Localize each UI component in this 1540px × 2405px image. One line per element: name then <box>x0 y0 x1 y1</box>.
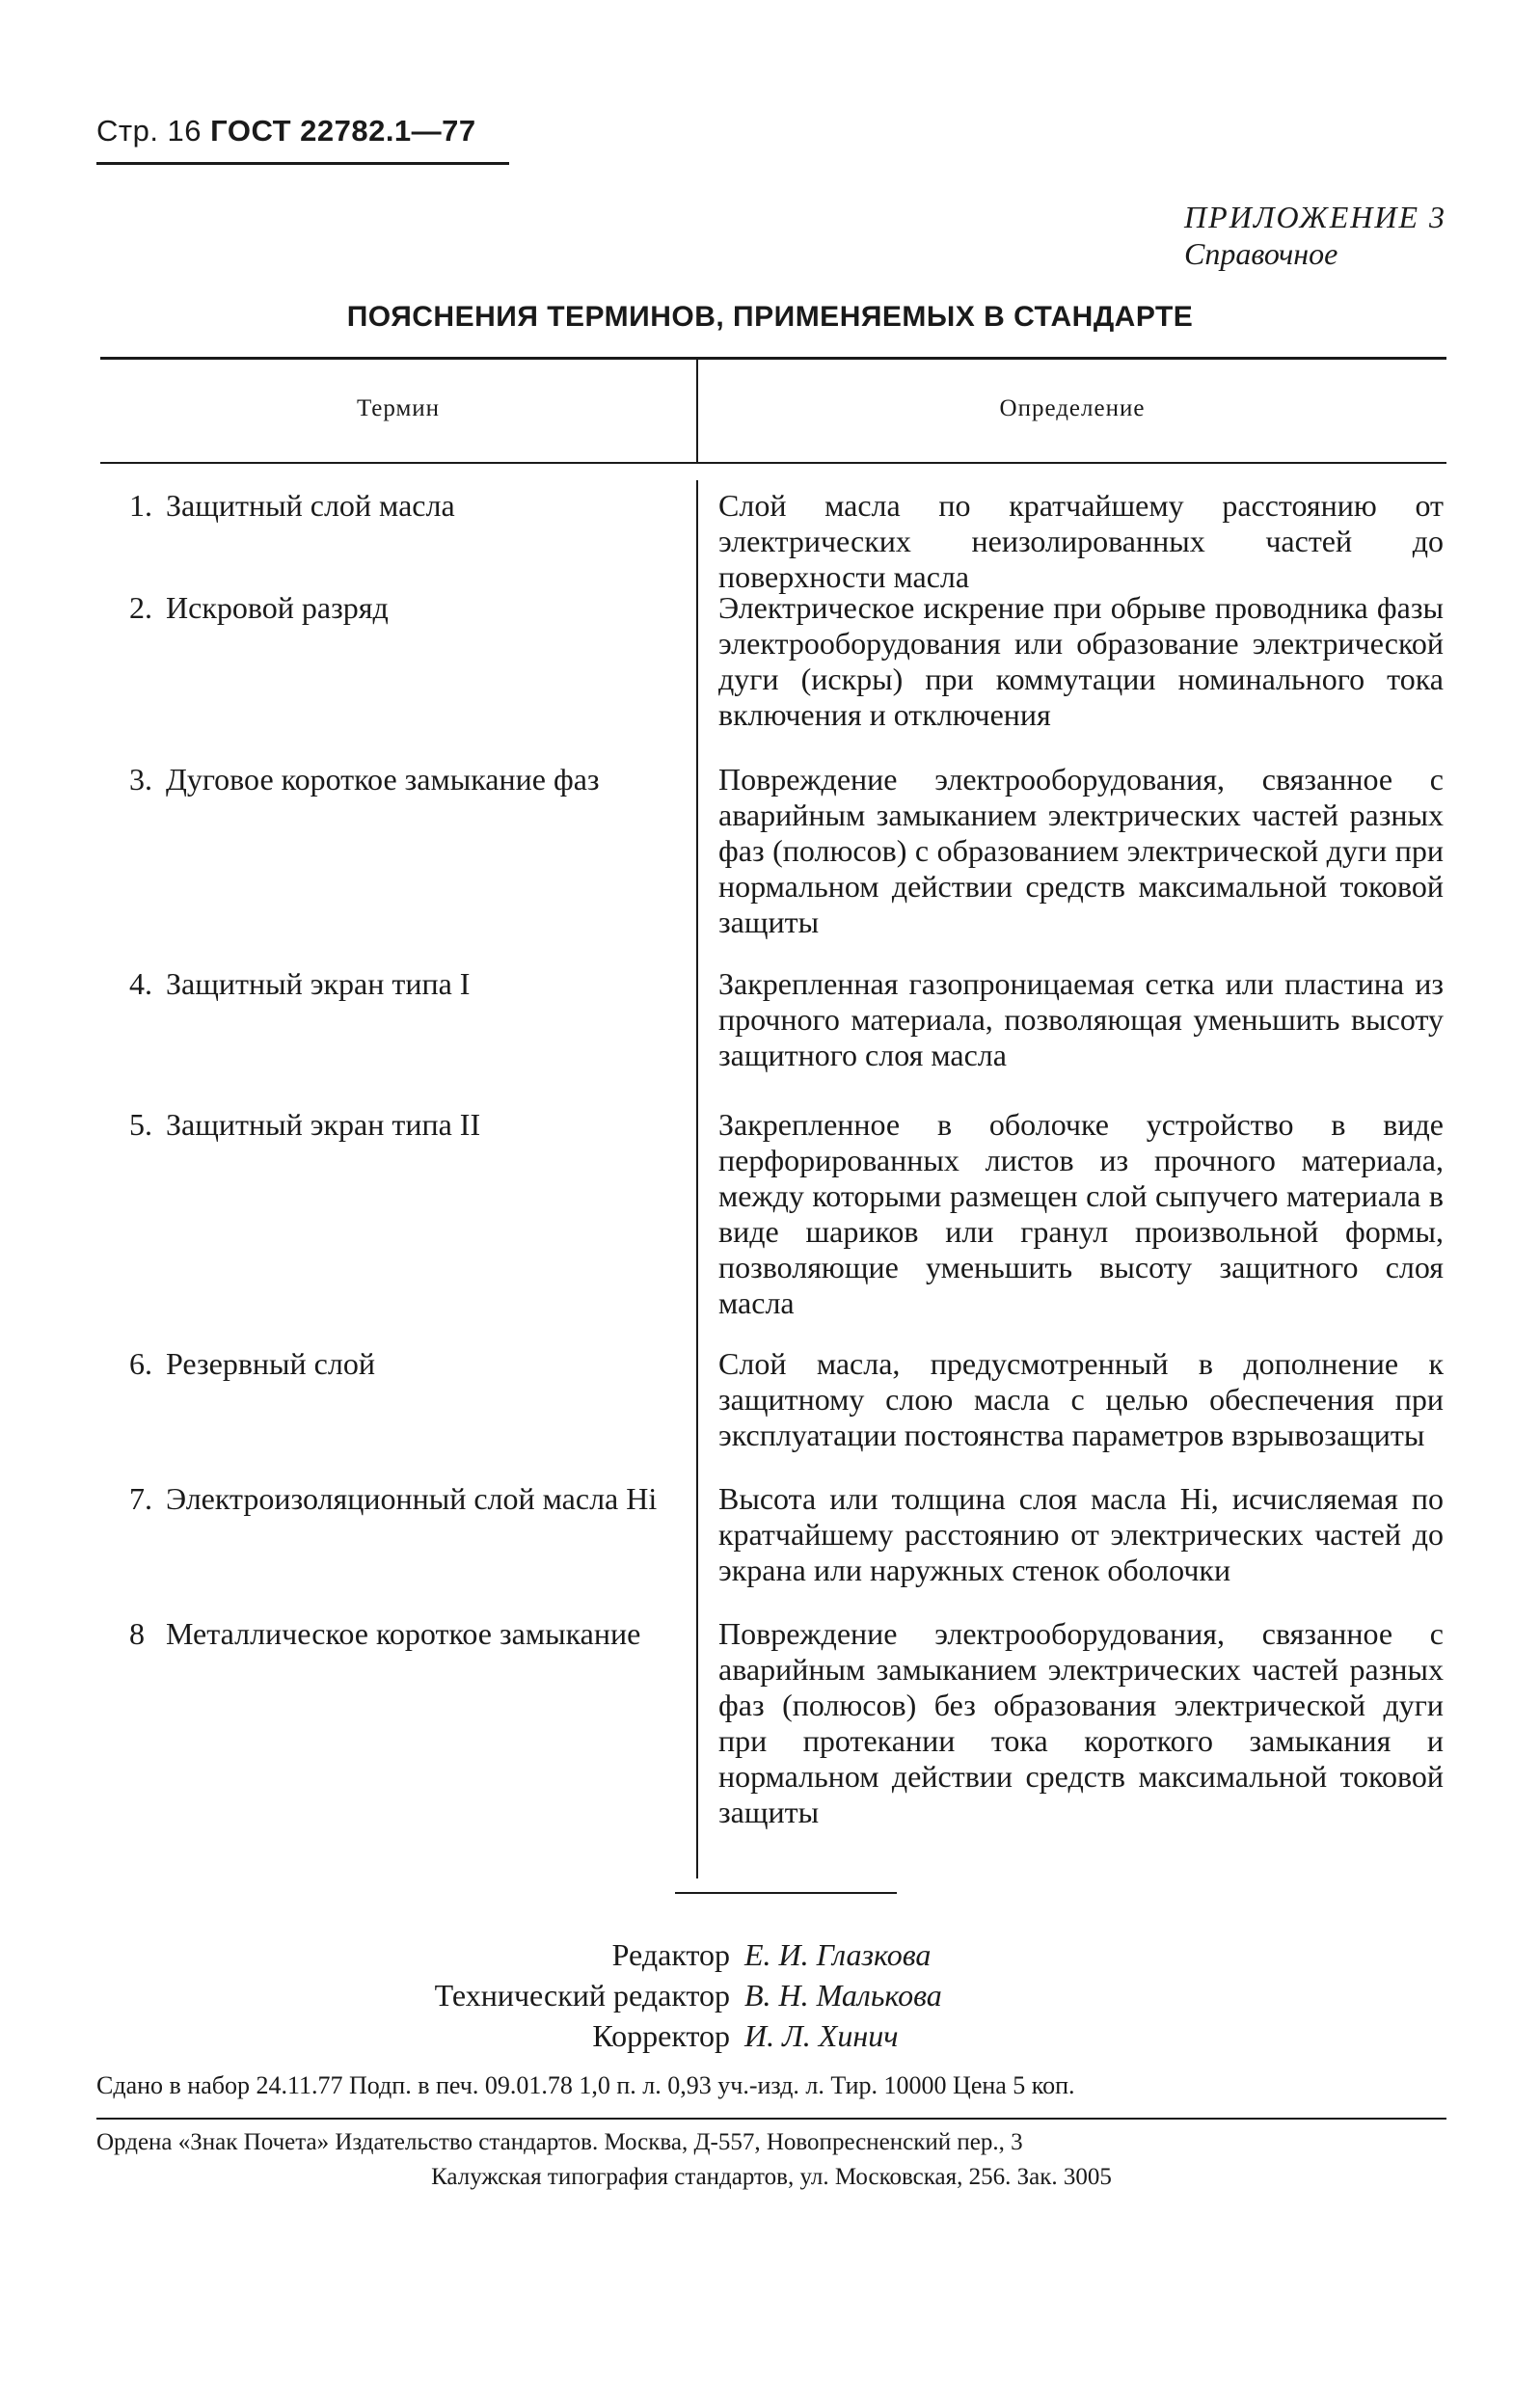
table-header-rule <box>100 462 1446 464</box>
definition-cell: Электрическое искрение при обрыве проводника фазы электрооборудования или образование электрической дуги (искры) при коммутации номинального тока включения и отключения <box>718 590 1444 732</box>
column-header-term: Термин <box>356 395 441 421</box>
term-cell <box>93 1616 666 1652</box>
term-text: Дуговое короткое замыкание фаз <box>166 762 600 797</box>
editors-block <box>0 1934 1540 2056</box>
term-cell <box>93 1346 666 1382</box>
imprint-line-3: Калужская типография стандартов, ул. Московская, 256. Зак. 3005 <box>431 2164 1112 2190</box>
term-cell <box>93 1481 666 1517</box>
term-cell <box>93 966 666 1002</box>
term-number: 1. <box>129 488 152 523</box>
definition-cell: Слой масла, предусмотренный в дополнение к защитному слою масла с целью обеспечения при эксплуатации постоянства параметров взрывозащиты <box>718 1346 1444 1452</box>
term-text: Защитный слой масла <box>166 488 455 523</box>
editor-name: В. Н. Малькова <box>744 1978 942 2013</box>
imprint-rule <box>96 2118 1446 2120</box>
editor-role: Редактор <box>611 1937 730 1972</box>
definition-cell: Повреждение электрооборудования, связанное с аварийным замыканием электрических частей разных фаз (полюсов) с образованием электрической дуги при нормальном действии средств максимальной токовой защиты <box>718 762 1444 939</box>
editor-role: Технический редактор <box>434 1978 730 2013</box>
term-text: Защитный экран типа I <box>166 966 471 1001</box>
definition-cell: Высота или толщина слоя масла Hi, исчисляемая по кратчайшему расстоянию от электрических частей до экрана или наружных стенок оболочки <box>718 1481 1444 1587</box>
term-number: 5. <box>129 1107 152 1142</box>
term-number: 8 <box>129 1616 145 1651</box>
editor-row <box>0 1975 1540 2015</box>
imprint-line-1: Сдано в набор 24.11.77 Подп. в печ. 09.01.78 1,0 п. л. 0,93 уч.-изд. л. Тир. 10000 Цена 5 коп. <box>96 2071 1075 2099</box>
editor-name: И. Л. Хинич <box>744 2018 899 2053</box>
term-number: 2. <box>129 590 152 625</box>
term-cell <box>93 762 666 797</box>
editor-role: Корректор <box>592 2018 730 2053</box>
definition-cell: Закрепленное в оболочке устройство в виде перфорированных листов из прочного материала, между которыми размещен слой сыпучего материала в виде шариков или гранул произвольной формы, позволяющие уменьшить высоту защитного слоя масла <box>718 1107 1444 1320</box>
term-number: 6. <box>129 1346 152 1381</box>
term-text: Защитный экран типа II <box>166 1107 481 1142</box>
term-text: Металлическое короткое замыкание <box>166 1616 641 1651</box>
term-number: 3. <box>129 762 152 797</box>
term-text: Резервный слой <box>166 1346 375 1381</box>
definition-cell: Закрепленная газопроницаемая сетка или пластина из прочного материала, позволяющая уменьшить высоту защитного слоя масла <box>718 966 1444 1072</box>
imprint-line-2: Ордена «Знак Почета» Издательство стандартов. Москва, Д-557, Новопресненский пер., 3 <box>96 2129 1023 2155</box>
editor-name: Е. И. Глазкова <box>744 1937 932 1972</box>
term-number: 4. <box>129 966 152 1001</box>
term-number: 7. <box>129 1481 152 1516</box>
table-top-rule <box>100 357 1446 360</box>
page-header <box>96 114 476 149</box>
term-cell <box>93 1107 666 1143</box>
term-text: Искровой разряд <box>166 590 389 625</box>
column-header-definition: Определение <box>999 395 1146 421</box>
page-number: Стр. 16 <box>96 114 203 148</box>
standard-number: ГОСТ 22782.1—77 <box>210 114 476 148</box>
editor-row <box>0 2015 1540 2056</box>
table-column-divider-body <box>696 480 698 1878</box>
appendix-label <box>1184 199 1446 272</box>
document-title: ПОЯСНЕНИЯ ТЕРМИНОВ, ПРИМЕНЯЕМЫХ В СТАНДАРТЕ <box>346 301 1194 333</box>
term-text: Электроизоляционный слой масла Hi <box>166 1481 658 1516</box>
appendix-subtitle: Справочное <box>1184 236 1338 271</box>
term-cell <box>93 488 666 524</box>
definition-cell: Повреждение электрооборудования, связанное с аварийным замыканием электрических частей разных фаз (полюсов) без образования электрической дуги при протекании тока короткого замыкания и нормальном действии средств максимальной токовой защиты <box>718 1616 1444 1829</box>
header-rule <box>96 162 509 165</box>
editor-row <box>0 1934 1540 1975</box>
appendix-title: ПРИЛОЖЕНИЕ 3 <box>1184 200 1446 234</box>
definition-cell: Слой масла по кратчайшему расстоянию от электрических неизолированных частей до поверхности масла <box>718 488 1444 594</box>
table-end-rule <box>675 1892 897 1894</box>
term-cell <box>93 590 666 626</box>
